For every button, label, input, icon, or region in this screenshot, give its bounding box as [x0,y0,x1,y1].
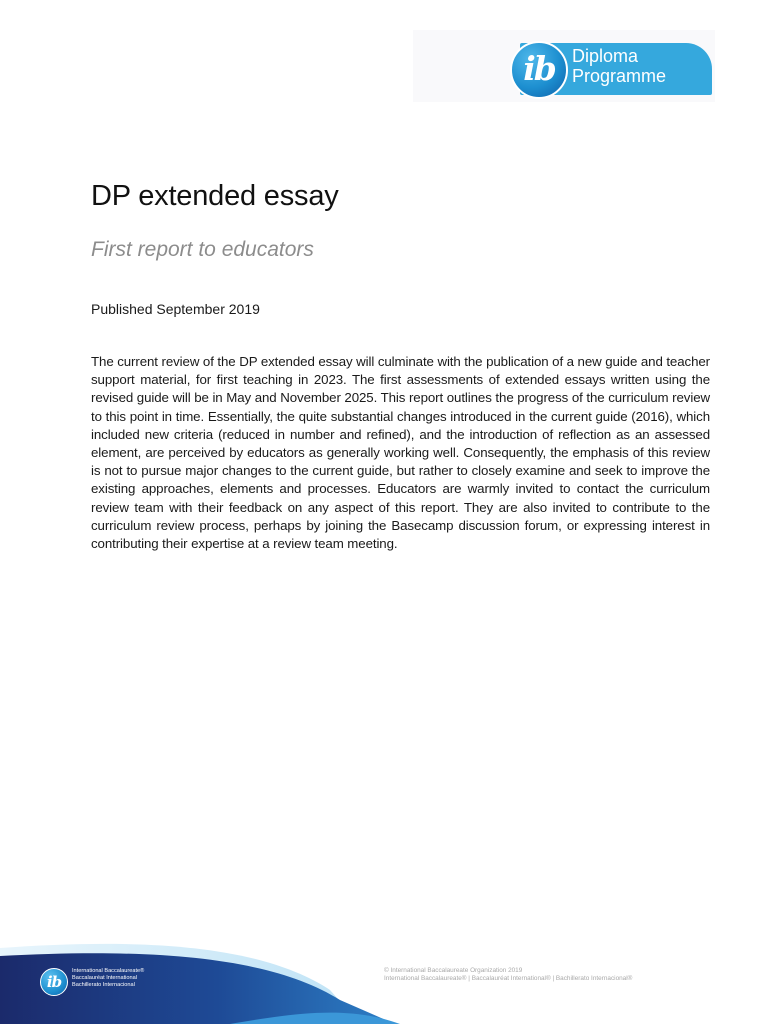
footer-ib-logo-icon: ib [40,968,68,996]
published-date: Published September 2019 [91,301,260,317]
org-name-fr: Baccalauréat International [72,975,137,981]
intro-paragraph: The current review of the DP extended essay will culminate with the publication of a new guide and teacher support material, for first teaching in 2023. The first assessments of extended essays written using the revised guide will be in May and November 2025. This report outlines the progress of the curriculum review to this point in time. Essentially, the quite substantial changes introduced in the current guide (2016), which included new criteria (reduced in number and refined), and the introduction of reflection as an assessed element, are perceived by educators as generally working well. Consequently, the emphasis of this review is not to pursue major changes to the current guide, but rather to closely examine and seek to improve the existing approaches, elements and processes. Educators are warmly invited to contact the curriculum review team with their feedback on any aspect of this report. They are also invited to contribute to the curriculum review process, perhaps by joining the Basecamp discussion forum, or expressing interest in contributing their expertise at a review team meeting. [91,354,710,552]
ib-logo-icon: ib [510,41,568,99]
logo-text [572,46,666,86]
copyright-line-1: © International Baccalaureate Organization 2019 [384,967,523,974]
page-subtitle: First report to educators [91,238,314,261]
org-name-es: Bachillerato Internacional [72,982,135,988]
logo-line-1: Diploma [572,46,639,66]
copyright-notice [384,967,632,983]
copyright-line-2: International Baccalaureate® | Baccalauréat International® | Bachillerato Internacional® [384,975,633,982]
page-title: DP extended essay [91,180,339,212]
org-name-en: International Baccalaureate® [72,968,145,974]
footer-org-names [72,968,144,989]
logo-line-2: Programme [572,66,667,86]
